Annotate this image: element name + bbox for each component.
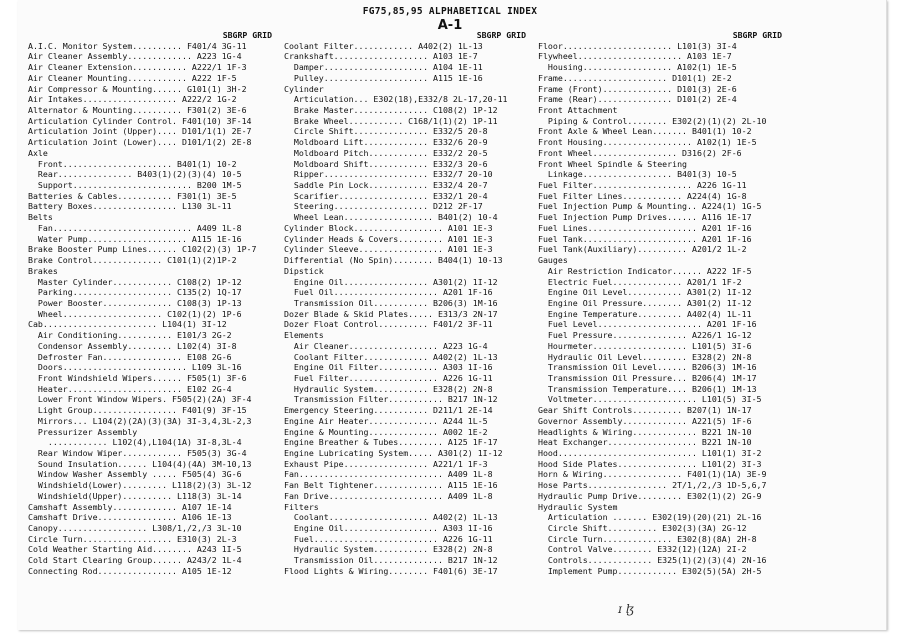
index-entry: Engine Temperature......... A402(4) 1L-11 [538, 308, 752, 319]
index-entry: Filters [284, 501, 319, 512]
index-entry: Fuel Tank(Auxiliary).......... A201/2 1L-2 [538, 244, 747, 255]
index-entry: Fan Belt Tightener.............. A115 1E-16 [284, 480, 498, 491]
index-entry: Scarifier.................. E332/1 20-4 [284, 190, 488, 201]
index-entry: Dozer Float Control.......... F401/2 3F-11 [284, 319, 493, 330]
index-entry: Wheel Lean.................. B401(2) 10-4 [284, 212, 498, 223]
index-entry: Hydraulic Pump Drive......... E302(1)(2) 2G-9 [538, 490, 762, 501]
index-entry: Engine Air Heater.............. A244 1L-5 [284, 415, 488, 426]
index-entry: Fuel Injection Pump Drives...... A116 1E-17 [538, 212, 752, 223]
index-entry: Doors......................... L109 3L-16 [28, 362, 242, 373]
index-entry: Frame (Front).............. D101(3) 2E-6 [538, 83, 737, 94]
index-entry: Air Conditioning........... E101/3 2G-2 [28, 330, 232, 341]
column-header: SBGRP GRID [732, 30, 782, 40]
index-entry: Headlights & Wiring............. B221 1N-10 [538, 426, 752, 437]
index-entry: Engine Oil Level........... A301(2) 1I-12 [538, 287, 752, 298]
index-entry: Articulation... E302(18),E332/8 2L-17,20-11 [284, 94, 508, 105]
index-entry: Governor Assembly............. A221(5) 1F-6 [538, 415, 752, 426]
index-entry: Fuel Filter.................... A226 1G-11 [538, 180, 747, 191]
index-entry: Frame (Rear)............... D101(2) 2E-4 [538, 94, 737, 105]
index-entry: Windshield(Lower)......... L118(2)(3) 3L-12 [28, 480, 252, 491]
index-entry: Engine Oil................... A303 1I-16 [284, 523, 493, 534]
index-entry: Hood............................ L101(1) 3I-2 [538, 448, 762, 458]
index-entry: Brake Control.............. C101(1)(2)1P-2 [28, 255, 237, 266]
index-entry: ............ L102(4),L104(1A) 3I-8,3L-4 [28, 437, 242, 448]
index-title: FG75,85,95 ALPHABETICAL INDEX [362, 6, 538, 17]
index-entry: Battery Boxes................. L130 3L-11 [28, 201, 232, 212]
index-entry: Circle Shift.......... E302(3)(3A) 2G-12 [538, 523, 747, 534]
index-entry: Hydraulic System........... E328(2) 2N-8 [284, 544, 493, 555]
index-entry: Differential (No Spin)........ B404(1) 10-13 [284, 255, 503, 266]
index-entry: Engine Oil Pressure........ A301(2) 1I-12 [538, 297, 752, 308]
index-entry: Brakes [28, 265, 58, 276]
index-entry: Damper..................... A104 1E-11 [284, 62, 483, 73]
index-entry: Steering................... D212 2F-17 [284, 201, 483, 212]
index-entry: Engine Oil Filter............ A303 1I-16 [284, 362, 493, 373]
index-entry: Mirrors... L104(2)(2A)(3)(3A) 3I-3,4,3L-2,3 [28, 415, 252, 426]
index-entry: Transmission Oil Level...... B206(3) 1M-16 [538, 362, 757, 373]
index-entry: Camshaft Assembly............. A107 1E-14 [28, 501, 232, 512]
index-entry: Ripper..................... E332/7 20-10 [284, 169, 493, 180]
index-entry: Fan............................. A409 1L-8 [284, 469, 493, 480]
index-entry: Emergency Steering........... D211/1 2E-14 [284, 405, 493, 416]
index-entry: Fuel Injection Pump & Mounting.. A224(1) 1G-5 [538, 201, 762, 212]
index-column-1 [28, 30, 272, 577]
index-entry: Belts [28, 212, 53, 223]
index-entry: Fuel Pressure............... A226/1 1G-12 [538, 330, 752, 341]
column-header: SBGRP GRID [476, 30, 526, 40]
index-entry: Piping & Control........ E302(2)(1)(2) 2L-10 [538, 115, 767, 126]
index-entry: Parking.................... C135(2) 1Q-17 [28, 287, 242, 298]
index-entry: Support........................ B200 1M-5 [28, 180, 242, 191]
index-entry: A.I.C. Monitor System.......... F401/4 3G-11 [28, 40, 247, 51]
index-entry: Engine Breather & Tubes......... A125 1F-17 [284, 437, 498, 448]
index-entry: Transmission Oil Pressure... B206(4) 1M-17 [538, 372, 757, 383]
index-entry: Electric Fuel.............. A201/1 1F-2 [538, 276, 742, 287]
handwritten-mark: ɪ ɮ [618, 602, 635, 616]
index-entry: Fuel Oil..................... A201 1F-16 [284, 287, 493, 298]
index-entry: Floor...................... L101(3) 3I-4 [538, 40, 737, 51]
index-entry: Lower Front Window Wipers. F505(2)(2A) 3F-4 [28, 394, 252, 405]
index-entry: Cylinder Block.................. A101 1E-3 [284, 222, 493, 233]
index-entry: Air Cleaner Extension........... A222/1 1F-3 [28, 62, 247, 73]
index-entry: Articulation Joint (Upper).... D101/1(1) 2E-7 [28, 126, 252, 137]
index-entry: Front Housing.................. A102(1) 1E-5 [538, 137, 757, 148]
index-entry: Engine & Mounting.............. A002 1E-2 [284, 426, 488, 437]
index-entry: Axle [28, 147, 48, 158]
index-entry: Moldboard Shift............ E332/3 20-6 [284, 158, 488, 169]
index-entry: Gear Shift Controls.......... B207(1) 1N-17 [538, 405, 752, 416]
index-entry: Cold Start Clearing Group...... A243/2 1L-4 [28, 555, 242, 566]
index-entry: Transmission Temperature.... B206(1) 1M-13 [538, 383, 757, 394]
index-entry: Air Restriction Indicator...... A222 1F-5 [538, 265, 752, 276]
index-entry: Brake Master............... C108(2) 1P-12 [284, 105, 498, 115]
index-entry: Front Attachment [538, 105, 618, 115]
index-entry: Hydraulic Oil Level......... E328(2) 2N-8 [538, 351, 752, 362]
index-entry: Air Cleaner.................. A223 1G-4 [284, 340, 488, 351]
index-entry: Cylinder Heads & Covers......... A101 1E-3 [284, 233, 493, 244]
index-entry: Saddle Pin Lock............ E332/4 20-7 [284, 180, 488, 191]
index-entry: Crankshaft................... A103 1E-7 [284, 51, 478, 62]
index-entry: Elements [284, 330, 324, 341]
index-entry: Front Windshield Wipers...... F505(1) 3F-6 [28, 372, 247, 383]
index-entry: Control Valve........ E332(12)(12A) 2I-2 [538, 544, 747, 555]
index-entry: Gauges [538, 255, 568, 266]
index-entry: Front Wheel Spindle & Steering [538, 158, 688, 169]
index-entry: Hourmeter................... L101(5) 3I-6 [538, 340, 752, 351]
index-entry: Condensor Assembly......... L102(4) 3I-8 [28, 340, 237, 351]
index-entry: Moldboard Pitch............ E332/2 20-5 [284, 147, 488, 158]
index-entry: Fuel Lines...................... A201 1F-16 [538, 222, 752, 233]
index-entry: Windshield(Upper).......... L118(3) 3L-14 [28, 490, 242, 501]
index-entry: Moldboard Lift............. E332/6 20-9 [284, 137, 488, 148]
index-entry: Brake Booster Pump Lines...... C102(2)(3) 1P-7 [28, 244, 257, 255]
index-entry: Front Axle & Wheel Lean....... B401(1) 10-2 [538, 126, 752, 137]
index-entry: Transmission Oil.............. B217 1N-12 [284, 555, 498, 566]
index-entry: Sound Insulation...... L104(4)(4A) 3M-10,13 [28, 458, 252, 469]
index-entry: Front...................... B401(1) 10-2 [28, 158, 237, 169]
index-entry: Coolant Filter............ A402(2) 1L-13 [284, 40, 483, 51]
index-entry: Voltmeter..................... L101(5) 3I-5 [538, 394, 762, 405]
index-entry: Engine Lubricating System..... A301(2) 1I-12 [284, 448, 503, 458]
index-entry: Air Cleaner Assembly............. A223 1G-4 [28, 51, 242, 62]
index-entry: Coolant Filter............. A402(2) 1L-13 [284, 351, 498, 362]
index-entry: Articulation Joint (Lower).... D101/1(2) 2E-8 [28, 137, 252, 148]
index-entry: Flywheel..................... A103 1E-7 [538, 51, 732, 62]
index-entry: Cab....................... L104(1) 3I-12 [28, 319, 227, 330]
index-entry: Heater....................... E102 2G-4 [28, 383, 232, 394]
index-entry: Heat Exchanger.................. B221 1N-10 [538, 437, 752, 448]
index-entry: Pressurizer Assembly [28, 426, 138, 437]
index-entry: Cylinder Sleeve................. A101 1E-3 [284, 244, 493, 255]
index-entry: Fan............................ A409 1L-8 [28, 222, 242, 233]
index-column-2 [284, 30, 526, 577]
index-entry: Pulley..................... A115 1E-16 [284, 72, 483, 83]
index-entry: Frame..................... D101(1) 2E-2 [538, 72, 732, 83]
index-entry: Rear Window Wiper............ F505(3) 3G-4 [28, 448, 247, 458]
index-entry: Cylinder [284, 83, 324, 94]
index-entry: Dipstick [284, 265, 324, 276]
index-entry: Rear............... B403(1)(2)(3)(4) 10-5 [28, 169, 242, 180]
index-entry: Master Cylinder............ C108(2) 1P-12 [28, 276, 242, 287]
index-entry: Air Intakes................... A222/2 1G-2 [28, 94, 237, 105]
index-entry: Implement Pump............ E302(5)(5A) 2H-5 [538, 565, 762, 576]
index-entry: Circle Shift............... E332/5 20-8 [284, 126, 488, 137]
index-entry: Canopy.................. L308/1,/2,/3 3L-10 [28, 523, 242, 534]
index-entry: Hood Side Plates................ L101(2) 3I-3 [538, 458, 762, 469]
index-entry: Circle Turn.................. E310(3) 2L-3 [28, 533, 237, 544]
index-entry: Transmission Oil........... B206(3) 1M-16 [284, 297, 498, 308]
index-entry: Hose Parts................ 2T/1,/2,/3 1D-5,6,7 [538, 480, 767, 491]
index-entry: Transmission Filter........... B217 1N-12 [284, 394, 498, 405]
index-entry: Cold Weather Starting Aid........ A243 1I-5 [28, 544, 242, 555]
index-entry: Coolant.................... A402(2) 1L-13 [284, 512, 498, 523]
column-header: SBGRP GRID [222, 30, 272, 40]
index-entry: Flood Lights & Wiring........ F401(6) 3E-17 [284, 565, 498, 576]
index-entry: Camshaft Drive................ A106 1E-13 [28, 512, 232, 523]
index-entry: Exhaust Pipe................. A221/1 1F-3 [284, 458, 488, 469]
index-entry: Window Washer Assembly ..... F505(4) 3G-6 [28, 469, 242, 480]
index-entry: Dozer Blade & Skid Plates..... E313/3 2N-17 [284, 308, 498, 319]
index-entry: Horn & Wiring................ F401(1)(1A) 3E-9 [538, 469, 767, 480]
index-entry: Alternator & Mounting.......... F301(2) 3E-6 [28, 105, 247, 115]
index-entry: Circle Turn.............. E302(8)(8A) 2H-8 [538, 533, 757, 544]
index-entry: Fuel Level..................... A201 1F-16 [538, 319, 757, 330]
index-entry: Fuel Tank....................... A201 1F-16 [538, 233, 752, 244]
index-entry: Power Booster.............. C108(3) 1P-13 [28, 297, 242, 308]
index-entry: Brake Wheel........... C168/1(1)(2) 1P-11 [284, 115, 498, 126]
index-entry: Defroster Fan................ E108 2G-6 [28, 351, 232, 362]
index-entry: Hydraulic System [538, 501, 618, 512]
index-entry: Hydraulic System........... E328(2) 2N-8 [284, 383, 493, 394]
index-entry: Linkage.................. B401(3) 10-5 [538, 169, 737, 180]
index-entry: Fuel Filter.................. A226 1G-11 [284, 372, 493, 383]
index-entry: Engine Oil................. A301(2) 1I-12 [284, 276, 498, 287]
index-entry: Water Pump.................... A115 1E-16 [28, 233, 242, 244]
index-entry: Air Compressor & Mounting...... G101(1) 3H-2 [28, 83, 247, 94]
index-entry: Articulation ....... E302(19)(20)(21) 2L-16 [538, 512, 762, 523]
index-entry: Front Wheel................. D316(2) 2F-6 [538, 147, 742, 158]
index-entry: Batteries & Cables........... F301(1) 3E-5 [28, 190, 237, 201]
index-entry: Fuel......................... A226 1G-11 [284, 533, 493, 544]
index-entry: Connecting Rod................ A105 1E-12 [28, 565, 232, 576]
index-entry: Air Cleaner Mounting............ A222 1F-5 [28, 72, 237, 83]
index-column-3 [538, 30, 782, 577]
index-entry: Light Group................. F401(9) 3F-15 [28, 405, 247, 416]
page-number: A-1 [437, 18, 463, 33]
index-entry: Controls............. E325(1)(2)(3)(4) 2N-16 [538, 555, 767, 566]
index-entry: Articulation Cylinder Control. F401(10) 3F-14 [28, 115, 252, 126]
index-entry: Fuel Filter Lines............ A224(4) 1G-8 [538, 190, 747, 201]
index-entry: Fan Drive....................... A409 1L-8 [284, 490, 493, 501]
index-entry: Wheel.................... C102(1)(2) 1P-6 [28, 308, 242, 319]
index-entry: Housing.................. A102(1) 1E-5 [538, 62, 737, 73]
